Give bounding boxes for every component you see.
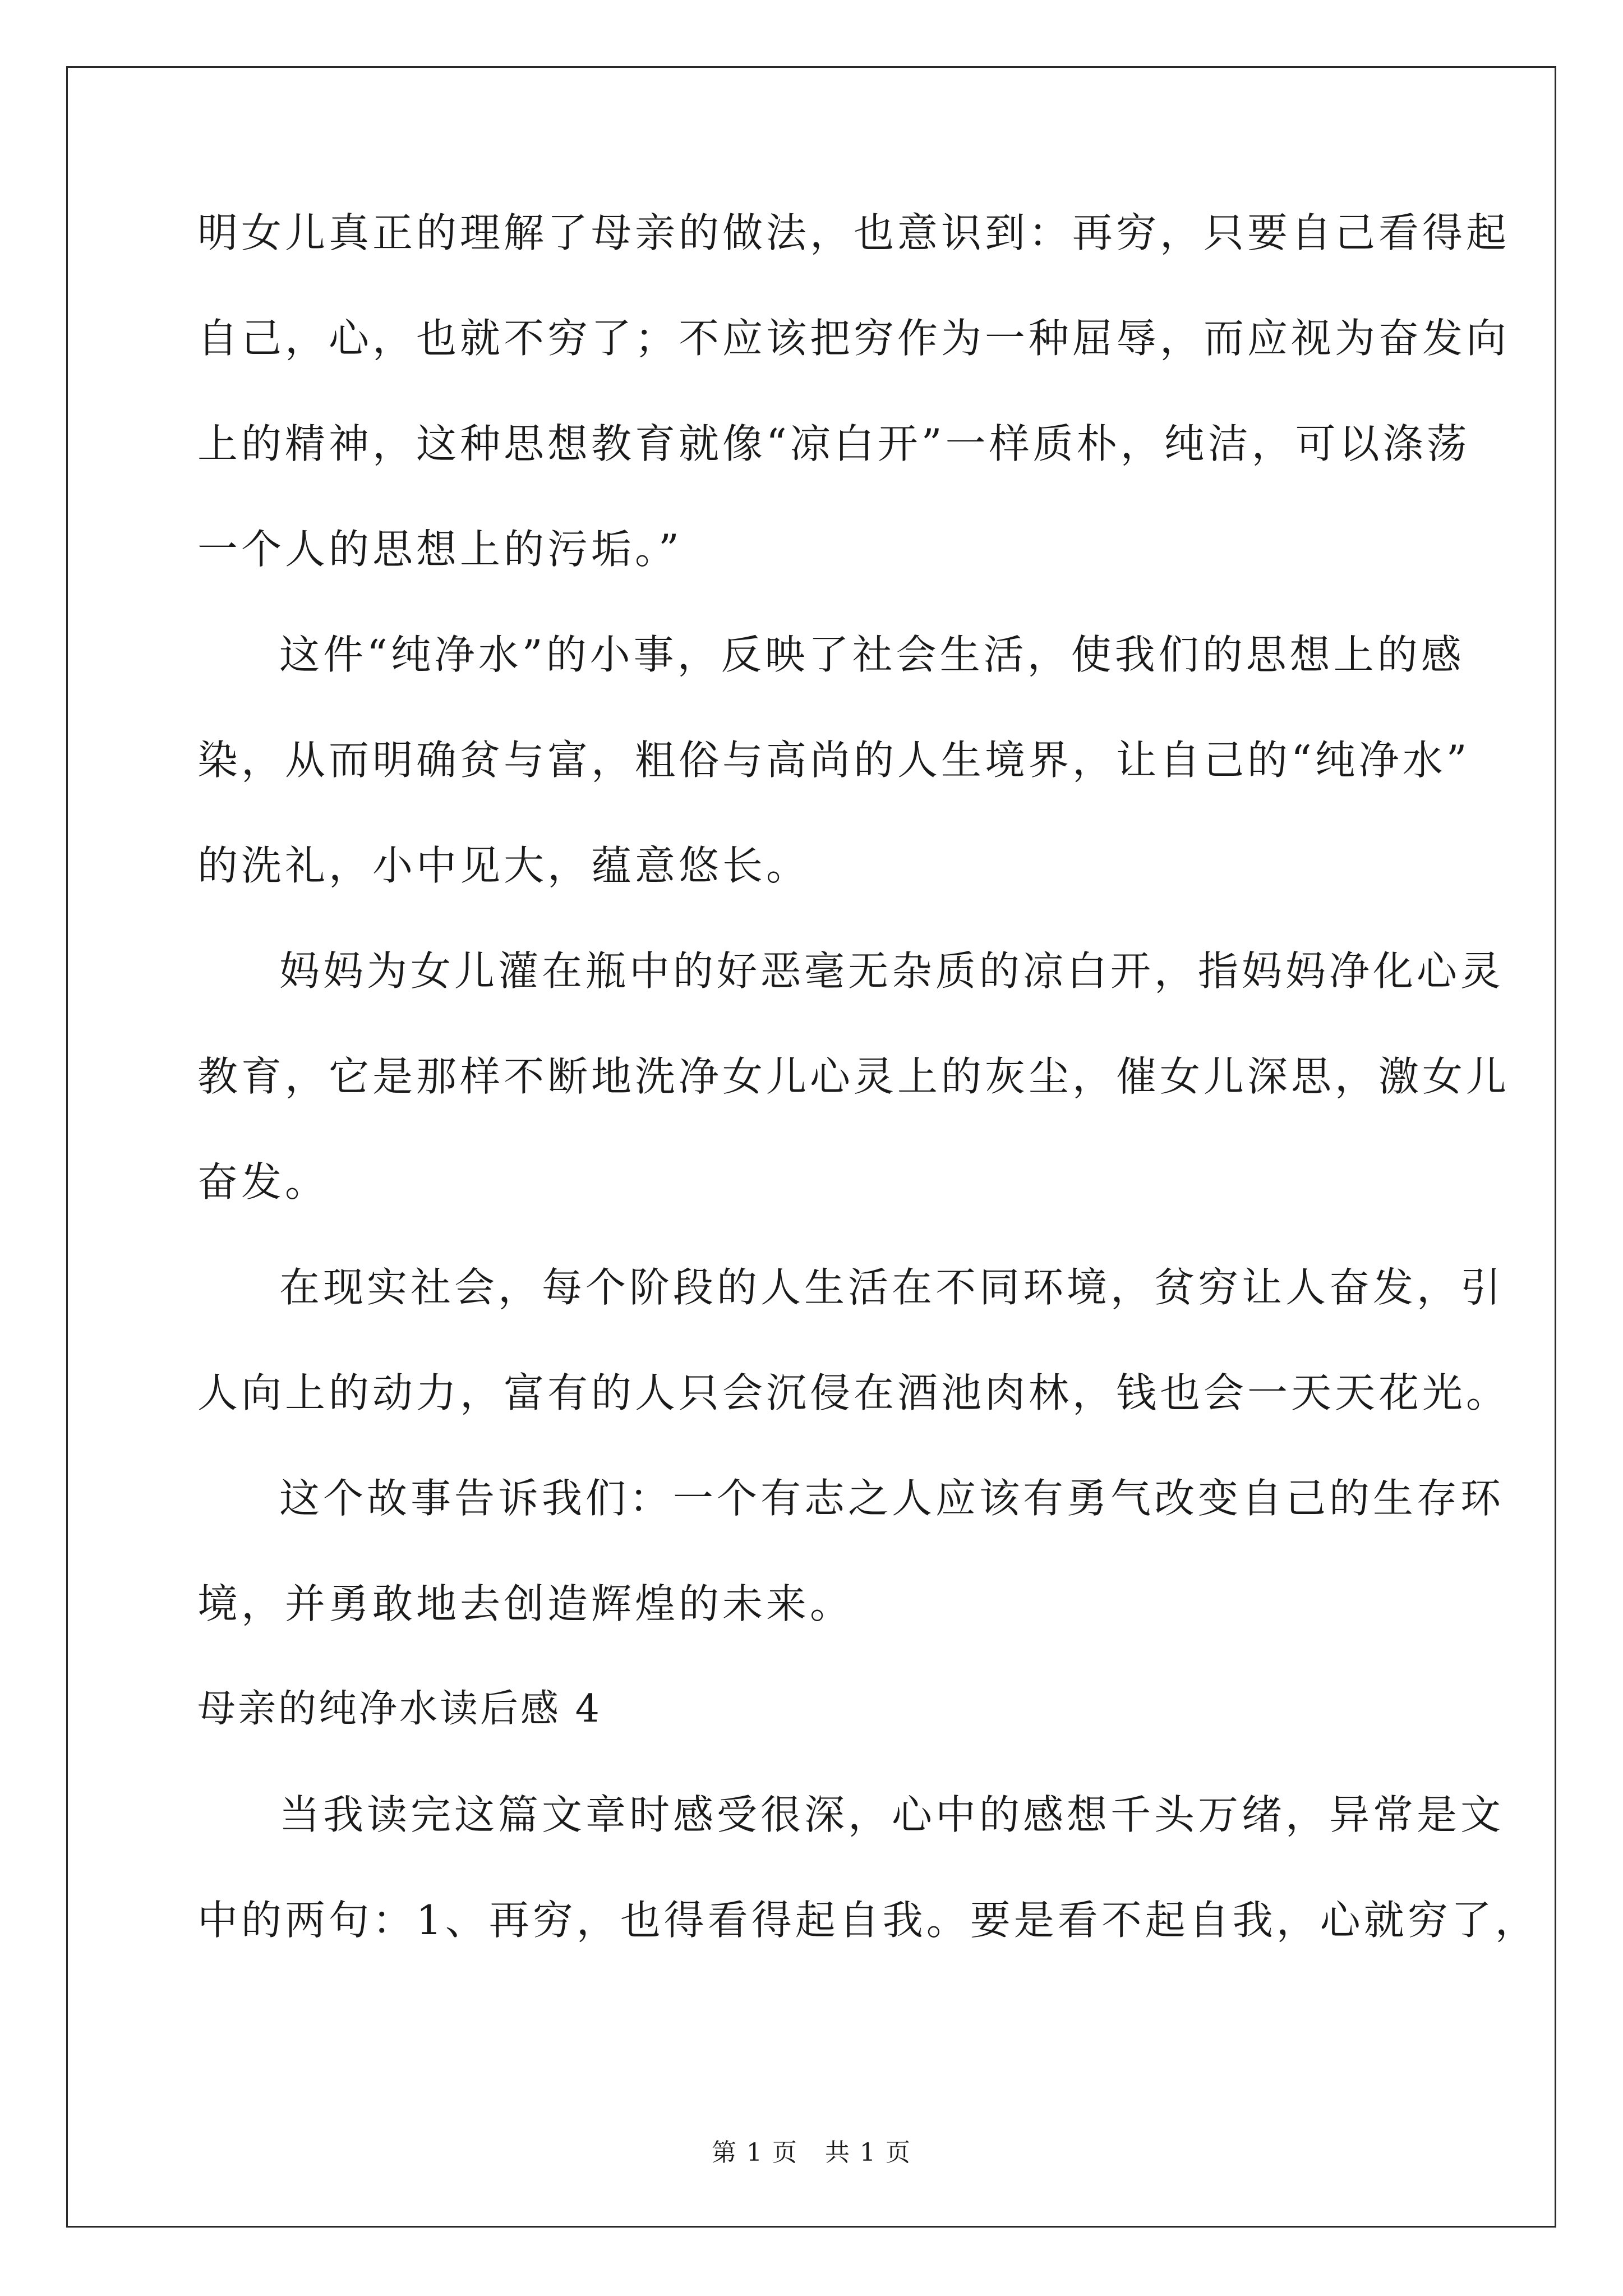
section-heading: 母亲的纯净水读后感 4 [197, 1687, 602, 1731]
paragraph-first-line: 这个故事告诉我们：一个有志之人应该有勇气改变自己的生存环 [279, 1475, 1505, 1522]
paragraph-first-line: 这件“纯净水”的小事，反映了社会生活，使我们的思想上的感 [279, 631, 1465, 678]
paragraph-first-line: 当我读完这篇文章时感受很深，心中的感想千头万绪，异常是文 [279, 1791, 1505, 1838]
text-line: 染，从而明确贫与富，粗俗与高尚的人生境界，让自己的“纯净水” [197, 737, 1470, 784]
text-line: 境，并勇敢地去创造辉煌的未来。 [197, 1580, 854, 1627]
text-line: 明女儿真正的理解了母亲的做法，也意识到：再穷，只要自己看得起 [197, 209, 1510, 256]
text-line: 的洗礼，小中见大，蕴意悠长。 [197, 842, 810, 889]
text-line: 一个人的思想上的污垢。” [197, 526, 683, 573]
page-footer: 第 1 页 共 1 页 [712, 2138, 911, 2167]
text-line: 上的精神，这种思想教育就像“凉白开”一样质朴，纯洁，可以涤荡 [197, 420, 1470, 467]
text-line: 奋发。 [197, 1158, 329, 1205]
paragraph-first-line: 在现实社会，每个阶段的人生活在不同环境，贫穷让人奋发，引 [279, 1264, 1505, 1311]
text-line: 人向上的动力，富有的人只会沉侵在酒池肉林，钱也会一天天花光。 [197, 1369, 1510, 1416]
text-line: 自己，心，也就不穷了；不应该把穷作为一种屈辱，而应视为奋发向 [197, 315, 1510, 362]
text-line: 教育，它是那样不断地洗净女儿心灵上的灰尘，催女儿深思，激女儿 [197, 1053, 1510, 1100]
text-line: 中的两句：1、再穷，也得看得起自我。要是看不起自我，心就穷了， [197, 1897, 1539, 1944]
paragraph-first-line: 妈妈为女儿灌在瓶中的好恶毫无杂质的凉白开，指妈妈净化心灵 [279, 947, 1505, 995]
